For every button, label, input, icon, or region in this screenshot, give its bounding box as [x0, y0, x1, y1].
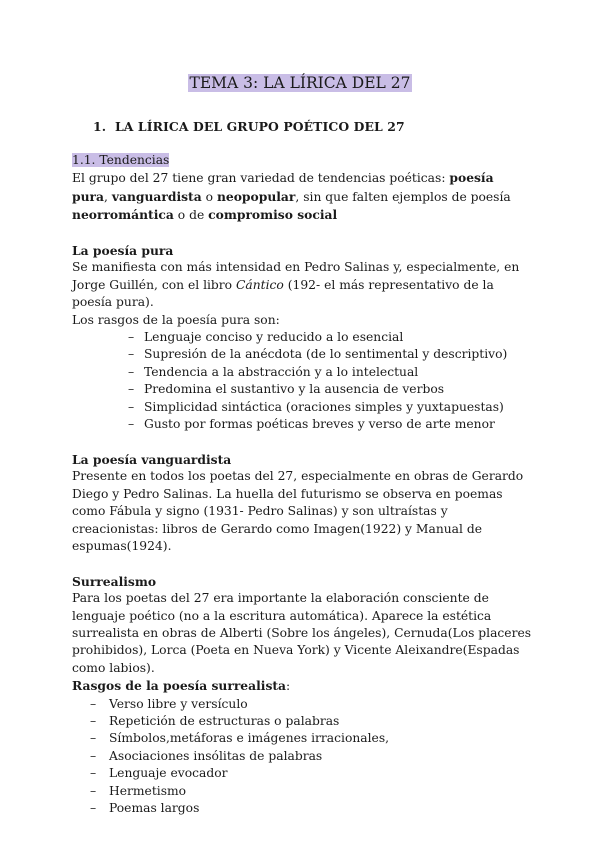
list-item: – Simplicidad sintáctica (oraciones simples y yuxtapuestas)	[72, 399, 532, 416]
poesia-pura-paragraph: Se manifiesta con más intensidad en Pedro Salinas y, especialmente, en Jorge Guillén, con el libro Cántico (192- el más representativo de la poesía pura).	[72, 260, 520, 310]
list-item: – Tendencia a la abstracción y a lo intelectual	[72, 364, 532, 381]
page-title-text: TEMA 3: LA LÍRICA DEL 27	[189, 74, 411, 92]
list-item: – Lenguaje conciso y reducido a lo esencial	[72, 329, 532, 346]
list-item: – Repetición de estructuras o palabras	[72, 713, 532, 730]
section-heading	[93, 119, 405, 134]
tendencias-paragraph: El grupo del 27 tiene gran variedad de tendencias poéticas: poesía pura, vanguardista o neopopular, sin que falten ejemplos de poesía neorromántica o de compromiso social	[72, 170, 511, 223]
list-item: – Asociaciones insólitas de palabras	[72, 748, 532, 765]
list-item: – Hermetismo	[72, 783, 532, 800]
surrealismo-paragraph: Para los poetas del 27 era importante la elaboración consciente de lenguaje poético (no a la escritura automática). Aparece la estética surrealista en obras de Alberti (Sobre los ángeles), Cernuda(Los placeres prohibidos), Lorca (Poeta en Nueva York) y Vicente Aleixandre(Espadas como labios).	[72, 591, 532, 675]
list-item: – Lenguaje evocador	[72, 765, 532, 782]
list-item: – Verso libre y versículo	[72, 696, 532, 713]
list-item: – Símbolos,metáforas e imágenes irracionales,	[72, 730, 532, 747]
list-item: – Gusto por formas poéticas breves y verso de arte menor	[72, 416, 532, 433]
list-item: – Supresión de la anécdota (de lo sentimental y descriptivo)	[72, 346, 532, 363]
page-title	[0, 74, 600, 92]
vanguardista-heading: La poesía vanguardista	[72, 451, 232, 467]
vanguardista-paragraph: Presente en todos los poetas del 27, especialmente en obras de Gerardo Diego y Pedro Salinas. La huella del futurismo se observa en poemas como Fábula y signo (1931- Pedro Salinas) y son ultraístas y creacionistas: libros de Gerardo como Imagen(1922) y Manual de espumas(1924).	[72, 469, 524, 553]
document-body	[72, 152, 532, 817]
list-item: – Predomina el sustantivo y la ausencia de verbos	[72, 381, 532, 398]
surrealismo-rasgos-intro: Rasgos de la poesía surrealista:	[72, 678, 291, 694]
section-label: LA LÍRICA DEL GRUPO POÉTICO DEL 27	[114, 119, 405, 134]
list-item: – Poemas largos	[72, 800, 532, 817]
poesia-pura-rasgos-intro: Los rasgos de la poesía pura son:	[72, 312, 280, 327]
poesia-pura-heading: La poesía pura	[72, 243, 174, 259]
section-number: 1.	[93, 119, 107, 134]
poesia-pura-rasgos-list	[72, 329, 532, 433]
surrealismo-heading: Surrealismo	[72, 573, 157, 589]
surrealismo-rasgos-list	[72, 696, 532, 818]
tendencias-heading: 1.1. Tendencias	[72, 153, 170, 167]
